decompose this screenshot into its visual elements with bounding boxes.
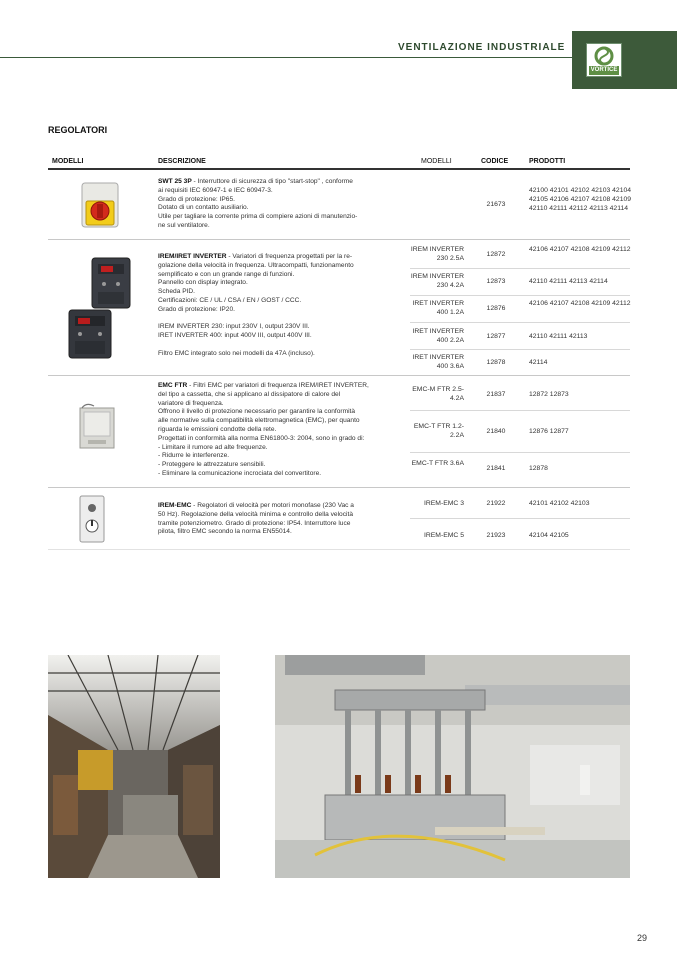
- desc-line: SWT 25 3P - Interruttore di sicurezza di tipo "start-stop" , conforme: [158, 178, 353, 185]
- table-cell-products: 42110 42111 42113: [529, 333, 588, 340]
- desc-line: ne sul ventilatore.: [158, 221, 210, 229]
- swt-switch-image: [78, 181, 122, 229]
- swirl-icon: [587, 44, 621, 68]
- table-cell-products: 42106 42107 42108 42109 42112: [529, 300, 631, 307]
- table-cell-code: 12876: [486, 305, 506, 312]
- table-cell-products: 42114: [529, 359, 548, 366]
- group-description: [158, 502, 408, 537]
- table-cell-model: EMC-T FTR 3.6A: [411, 460, 464, 467]
- header-rule: [0, 57, 572, 58]
- group-description: [158, 178, 408, 231]
- page-number: 29: [637, 933, 648, 943]
- table-cell-model: EMC-M FTR 2.5-4.2A: [412, 386, 464, 402]
- row-divider: [410, 295, 630, 296]
- table-cell-code: 21922: [486, 500, 506, 507]
- emc-filter-image: [76, 402, 120, 452]
- table-cell-model: IREM-EMC 5: [423, 532, 464, 539]
- table-cell-code: 21840: [486, 428, 506, 435]
- inverter-image-2: [66, 308, 114, 360]
- bottling-plant-photo: [275, 655, 630, 878]
- desc-line: tramite potenziometro. Grado di protezione: IP54. Interruttore luce: [158, 519, 351, 527]
- product-name: EMC FTR: [158, 382, 188, 389]
- row-divider: [410, 349, 630, 350]
- table-cell-products: 12876 12877: [529, 428, 569, 435]
- group-divider: [48, 487, 630, 488]
- table-cell-model: IREM INVERTER 230 2.5A: [410, 246, 464, 262]
- product-name: IREM-EMC: [158, 502, 192, 509]
- irem-emc-image: [77, 494, 107, 544]
- desc-line: riguarda le emissioni condotte della rete.: [158, 425, 277, 433]
- desc-line: [158, 341, 408, 350]
- row-divider: [410, 322, 630, 323]
- desc-line: pilota, filtro EMC secondo la norma EN55014.: [158, 528, 292, 536]
- column-header-modelli-image: MODELLI: [52, 158, 84, 165]
- table-cell-model: IREM-EMC 3: [423, 500, 464, 507]
- table-cell-code: 12872: [486, 251, 506, 258]
- table-cell-code: 21673: [486, 201, 506, 208]
- product-name: SWT 25 3P: [158, 178, 192, 185]
- table-cell-code: 21837: [486, 391, 506, 398]
- row-divider: [410, 452, 630, 453]
- desc-line: semplificato e con un grande range di funzioni.: [158, 270, 295, 278]
- table-cell-code: 21841: [486, 465, 506, 472]
- table-cell-model: EMC-T FTR 1.2-2.2A: [413, 423, 464, 439]
- table-header-rule: [48, 168, 630, 170]
- desc-line: IREM-EMC - Regolatori di velocità per motori monofase (230 Vac a: [158, 502, 354, 509]
- table-cell-code: 12873: [486, 278, 506, 285]
- vortice-logo: [586, 43, 622, 77]
- row-divider: [410, 268, 630, 269]
- table-cell-products: 42101 42102 42103: [529, 500, 590, 507]
- table-cell-code: 12877: [486, 333, 506, 340]
- desc-line: alle normative sulla compatibilità elettromagnetica (EMC), per quanto: [158, 417, 360, 425]
- group-divider: [48, 549, 630, 550]
- desc-line: IREM INVERTER 230: input 230V I, output 230V III.: [158, 323, 310, 331]
- warehouse-photo: [48, 655, 220, 878]
- desc-line: Dotato di un contatto ausiliario.: [158, 204, 249, 212]
- group-divider: [48, 239, 630, 240]
- desc-line: IREM/IRET INVERTER - Variatori di frequenza progettati per la re-: [158, 253, 353, 260]
- section-title: REGOLATORI: [48, 125, 108, 135]
- header-title: VENTILAZIONE INDUSTRIALE: [398, 42, 566, 53]
- desc-line: - Proteggere le attrezzature sensibili.: [158, 461, 266, 469]
- table-cell-model: IRET INVERTER 400 2.2A: [412, 328, 464, 344]
- desc-line: Grado di protezione: IP65.: [158, 195, 235, 203]
- table-cell-products: 12872 12873: [529, 391, 569, 398]
- column-header-descrizione: DESCRIZIONE: [158, 158, 206, 165]
- product-name: IREM/IRET INVERTER: [158, 253, 227, 260]
- desc-line: ai requisiti IEC 60947-1 e IEC 60947-3.: [158, 186, 273, 194]
- table-cell-code: 21923: [486, 532, 506, 539]
- desc-line: 50 Hz). Regolazione della velocità minima e controllo della velocità: [158, 510, 353, 518]
- table-cell-model: IREM INVERTER 230 4.2A: [410, 273, 464, 289]
- column-header-codice: CODICE: [481, 158, 509, 165]
- group-divider: [48, 375, 630, 376]
- desc-line: Filtro EMC integrato solo nei modelli da 47A (incluso).: [158, 349, 315, 357]
- desc-line: Progettati in conformità alla norma EN61800-3: 2004, sono in grado di:: [158, 434, 365, 442]
- desc-line: [158, 315, 408, 324]
- table-cell-products: 42110 42111 42113 42114: [529, 278, 608, 285]
- table-cell-model: IRET INVERTER 400 1.2A: [412, 300, 464, 316]
- table-cell-model: IRET INVERTER 400 3.6A: [412, 354, 464, 370]
- inverter-image-1: [88, 256, 134, 310]
- desc-line: EMC FTR - Filtri EMC per variatori di frequenza IREM/IRET INVERTER,: [158, 382, 369, 389]
- row-divider: [410, 410, 630, 411]
- desc-line: - Eliminare la comunicazione incrociata del convertitore.: [158, 469, 322, 477]
- desc-line: IRET INVERTER 400: input 400V III, output 400V III.: [158, 332, 312, 340]
- column-header-modelli: MODELLI: [421, 158, 452, 165]
- desc-line: Scheda PID.: [158, 288, 196, 296]
- desc-line: del tipo a cassetta, che si applicano al dissipatore di calore del: [158, 390, 341, 398]
- desc-line: Certificazioni: CE / UL / CSA / EN / GOST / CCC.: [158, 296, 302, 304]
- table-cell-products: 12878: [529, 465, 548, 472]
- desc-line: golazione della velocità in frequenza. Ultracompatti, funzionamento: [158, 261, 354, 269]
- desc-line: - Limitare il rumore ad alte frequenze.: [158, 443, 268, 451]
- group-description: [158, 382, 408, 479]
- desc-line: Offrono il livello di protezione necessario per garantire la conformità: [158, 408, 356, 416]
- desc-line: Utile per tagliare la corrente prima di compiere azioni di manutenzio-: [158, 213, 358, 221]
- group-description: [158, 253, 408, 359]
- desc-line: Pannello con display integrato.: [158, 279, 248, 287]
- table-cell-products: 42104 42105: [529, 532, 569, 539]
- table-cell-products: 42106 42107 42108 42109 42112: [529, 246, 631, 253]
- logo-text: VORTICE: [590, 67, 618, 73]
- desc-line: Grado di protezione: IP20.: [158, 305, 235, 313]
- column-header-prodotti: PRODOTTI: [529, 158, 566, 165]
- table-cell-code: 12878: [486, 359, 506, 366]
- desc-line: - Ridurre le interferenze.: [158, 452, 230, 460]
- row-divider: [410, 518, 630, 519]
- table-cell-products: 42100 42101 42102 42103 42104 42105 42106 42107 42108 42109 42110 42111 42112 42113 42114: [529, 187, 632, 212]
- desc-line: variatore di frequenza.: [158, 399, 224, 407]
